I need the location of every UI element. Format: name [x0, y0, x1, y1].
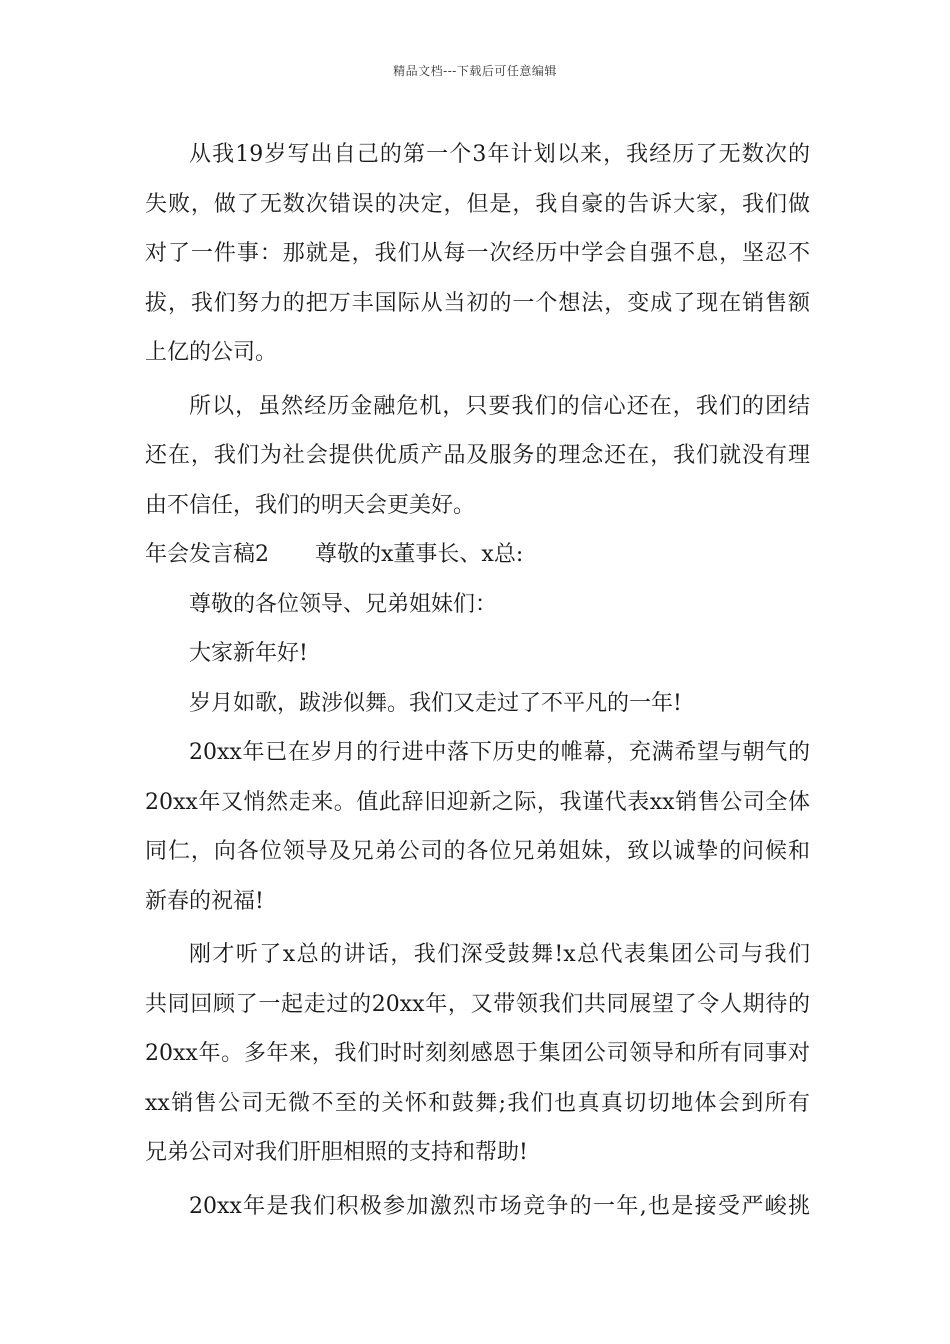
- paragraph-line: 由不信任，我们的明天会更美好。: [145, 492, 476, 518]
- paragraph-line: 20xx年已在岁月的行进中落下历史的帷幕，充满希望与朝气的: [189, 740, 810, 765]
- paragraph-line: 对了一件事：那就是，我们从每一次经历中学会自强不息，坚忍不: [145, 241, 810, 266]
- paragraph-4: [145, 930, 810, 1178]
- paragraph-line: 失败，做了无数次错误的决定，但是，我自豪的告诉大家，我们做: [145, 191, 810, 217]
- page-header: 精品文档---下载后可任意编辑: [393, 64, 557, 78]
- paragraph-2: [145, 382, 810, 531]
- paragraph-line: 从我19岁写出自己的第一个3年计划以来，我经历了无数次的: [189, 142, 810, 167]
- paragraph-line: 兄弟公司对我们肝胆相照的支持和帮助!: [145, 1140, 528, 1165]
- greeting-line: 尊敬的各位领导、兄弟姐妹们：: [189, 591, 498, 617]
- document-body: [145, 130, 810, 1231]
- paragraph-line: 刚才听了x总的讲话，我们深受鼓舞!x总代表集团公司与我们: [189, 942, 810, 967]
- paragraph-line: 20xx年又悄然走来。值此辞旧迎新之际，我谨代表xx销售公司全体: [145, 789, 810, 815]
- paragraph-line: 拔，我们努力的把万丰国际从当初的一个想法，变成了现在销售额: [145, 290, 810, 316]
- paragraph-1: [145, 130, 810, 378]
- paragraph-line: 20xx年。多年来，我们时时刻刻感恩于集团公司领导和所有同事对: [145, 1041, 810, 1066]
- paragraph-line: 同仁，向各位领导及兄弟公司的各位兄弟姐妹，致以诚挚的问候和: [145, 839, 810, 864]
- paragraph-line: 新春的祝福!: [145, 888, 264, 914]
- salutation: 尊敬的x董事长、x总:: [315, 542, 524, 567]
- paragraph-3: [145, 728, 810, 926]
- paragraph-line: 上亿的公司。: [145, 340, 278, 365]
- paragraph-line: 还在，我们为社会提供优质产品及服务的理念还在，我们就没有理: [145, 443, 810, 468]
- section-heading: [145, 530, 810, 580]
- paragraph-line: 20xx年是我们积极参加激烈市场竞争的一年,也是接受严峻挑: [189, 1193, 810, 1219]
- paragraph-line: 共同回顾了一起走过的20xx年，又带领我们共同展望了令人期待的: [145, 991, 810, 1017]
- greeting-line: 岁月如歌，跋涉似舞。我们又走过了不平凡的一年!: [189, 690, 682, 716]
- paragraph-5: [145, 1182, 810, 1232]
- paragraph-line: xx销售公司无微不至的关怀和鼓舞;我们也真真切切地体会到所有: [145, 1090, 810, 1116]
- paragraph-line: 所以，虽然经历金融危机，只要我们的信心还在，我们的团结: [189, 393, 810, 419]
- section-title: 年会发言稿2: [145, 542, 269, 567]
- greeting-line: 大家新年好!: [189, 641, 308, 666]
